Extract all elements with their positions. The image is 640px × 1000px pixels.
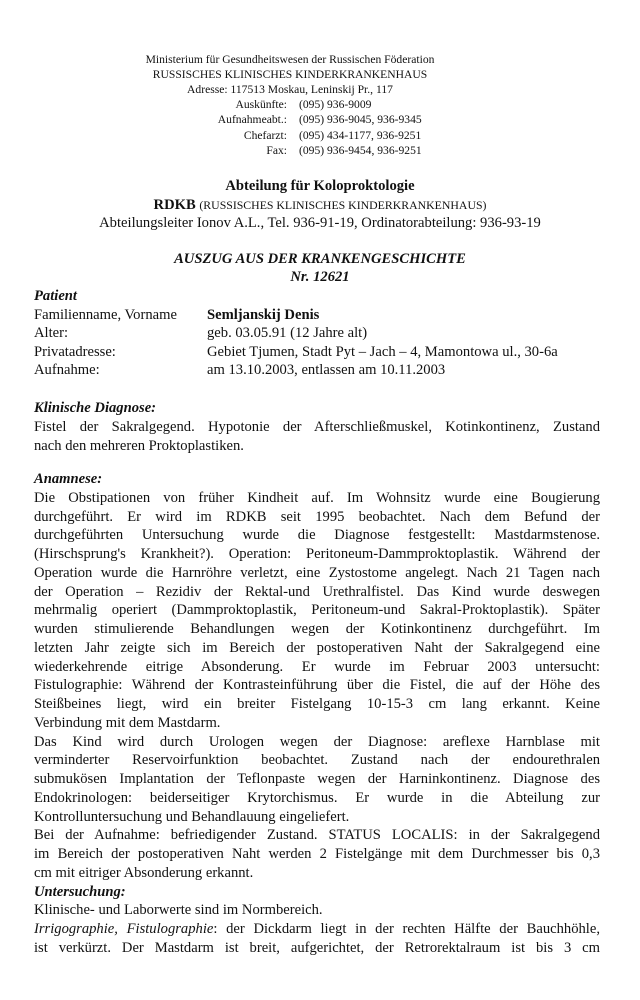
contact-value: (095) 936-9009 [299, 98, 372, 111]
contact-value: (095) 434-1177, 936-9251 [299, 128, 422, 142]
patient-field [34, 361, 604, 380]
text-line: nach den mehreren Proktoplastiken. [34, 437, 244, 454]
text-line: Klinische- und Laborwerte sind im Normbereich. [34, 902, 323, 919]
text-line: durchgeführten Untersuchung wurde die Diagnose festgestellt: Mastdarmstenose. [34, 527, 600, 544]
patient-field [34, 324, 604, 343]
text-line: letzten Jahr zeigte sich im Bereich der postoperativen Naht der Sakralgegend eine [34, 639, 600, 656]
field-label: Aufnahme: [34, 362, 100, 379]
address-line: Adresse: 117513 Moskau, Leninskij Pr., 117 [187, 83, 393, 97]
text-line: verminderter Reservoirfunktion beobachtet. Zustand nach der endourethralen [34, 752, 600, 769]
hospital-abbr: RDKB [153, 196, 196, 213]
contact-label: Aufnahmeabt.: [217, 113, 287, 127]
contact-label: Auskünfte: [235, 98, 287, 111]
field-value: geb. 03.05.91 (12 Jahre alt) [207, 325, 368, 342]
irrigography-label: Irrigographie, Fistulographie [34, 921, 214, 937]
text-line: ist verkürzt. Der Mastdarm ist breit, aufgerichtet, der Retrorektalraum ist bis 3 cm [34, 939, 600, 956]
text-line [34, 920, 600, 939]
patient-section [34, 287, 604, 380]
hospital-full-name: (RUSSISCHES KLINISCHES KINDERKRANKENHAUS) [199, 197, 487, 212]
text-line: wurden stimulierende Behandlungen wegen der Kotinkontinenz durchgeführt. Im [34, 621, 600, 637]
field-label: Privatadresse: [34, 343, 116, 360]
text-line: der Operation – Rezidiv der Rektal-und Urethralfistel. Das Kind wurde deswegen [34, 583, 600, 600]
text-line: Verbindung mit dem Mastdarm. [34, 714, 221, 731]
patient-name: Semljanskij Denis [207, 306, 320, 323]
document-title [0, 251, 640, 286]
text-line: Das Kind wird durch Urologen wegen der Diagnose: areflexe Harnblase mit [34, 733, 600, 750]
section-heading: Klinische Diagnose: [34, 400, 157, 416]
contact-label: Fax: [266, 143, 287, 157]
field-value: am 13.10.2003, entlassen am 10.11.2003 [207, 362, 446, 379]
contact-row [200, 143, 422, 158]
section-heading: Untersuchung: [34, 883, 126, 900]
text-line: Operation wurde die Harnröhre verletzt, eine Zystostome angelegt. Nach 21 Tagen nach [34, 564, 600, 581]
text-line: Bei der Aufnahme: befriedigender Zustand. STATUS LOCALIS: in der Sakralgegend [34, 827, 600, 844]
text-line: cm mit eitriger Absonderung erkannt. [34, 864, 254, 881]
department-block [0, 177, 640, 233]
text-line: Die Obstipationen von früher Kindheit auf. Im Wohnsitz wurde eine Bougierung [34, 489, 600, 506]
field-value: Gebiet Tjumen, Stadt Pyt – Jach – 4, Mamontowa ul., 30-6a [207, 343, 558, 360]
contact-row [200, 97, 422, 112]
contact-label: Chefarzt: [243, 128, 287, 142]
anamnesis-section [34, 470, 600, 958]
text-line: submukösen Implantation der Teflonpaste wegen der Harninkontinenz. Diagnose des [34, 771, 600, 787]
text-line: Kontrolluntersuchung und Behandlauung eingeliefert. [34, 808, 350, 825]
text-line: Fistel der Sakralgegend. Hypotonie der Afterschließmuskel, Kotinkontinenz, Zustand [34, 418, 600, 435]
diagnosis-section [34, 399, 600, 455]
text-line: Steißbeines liegt, wird ein breiter Fistelgang 10-15-3 cm lang erkannt. Keine [34, 696, 600, 712]
text-line: wiederkehrende eitrige Absonderung. Er wurde im Februar 2003 untersucht: [34, 658, 600, 675]
contact-value: (095) 936-9454, 936-9251 [299, 143, 422, 157]
text-line: (Hirschsprung's Krankheit?). Operation: Peritoneum-Dammproktoplastik. Während der [34, 546, 600, 562]
contact-table [200, 97, 422, 158]
ministry-line: Ministerium für Gesundheitswesen der Russischen Föderation [145, 53, 435, 66]
text-line: mehrmalig operiert (Dammproktoplastik, Peritoneum-und Sakral-Proktoplastik). Später [34, 602, 600, 619]
field-label: Familienname, Vorname [34, 306, 177, 323]
document-title-line: AUSZUG AUS DER KRANKENGESCHICHTE [174, 251, 466, 267]
patient-field [34, 343, 604, 362]
text-line: durchgeführt. Er wird im RDKB seit 1995 beobachtet. Nach dem Befund der [34, 508, 600, 525]
hospital-line: RUSSISCHES KLINISCHES KINDERKRANKENHAUS [152, 68, 428, 82]
section-heading: Anamnese: [34, 471, 103, 487]
text-line: im Bereich der postoperativen Naht werden 2 Fistelgänge mit dem Durchmesser bis 0,3 [34, 846, 600, 862]
contact-value: (095) 936-9045, 936-9345 [299, 113, 422, 127]
department-contact: Abteilungsleiter Ionov A.L., Tel. 936-91-19, Ordinatorabteilung: 936-93-19 [99, 215, 541, 231]
field-label: Alter: [34, 325, 69, 342]
letterhead [0, 52, 580, 98]
text-line: Fistulographie: Während der Kontrasteinführung über die Fistel, die auf der Höhe des [34, 677, 600, 694]
contact-row [200, 128, 422, 143]
department-name: Abteilung für Koloproktologie [225, 178, 415, 194]
text-line: Endokrinologen: beiderseitiger Krytorchismus. Er wurde in die Abteilung zur [34, 789, 600, 806]
patient-heading: Patient [34, 288, 77, 304]
hospital-name-line [0, 196, 640, 215]
contact-row [200, 112, 422, 127]
record-number: Nr. 12621 [290, 268, 350, 285]
irrigography-text: : der Dickdarm liegt in der rechten Hälfte der Bauchhöhle, [213, 921, 600, 937]
patient-field [34, 306, 604, 325]
